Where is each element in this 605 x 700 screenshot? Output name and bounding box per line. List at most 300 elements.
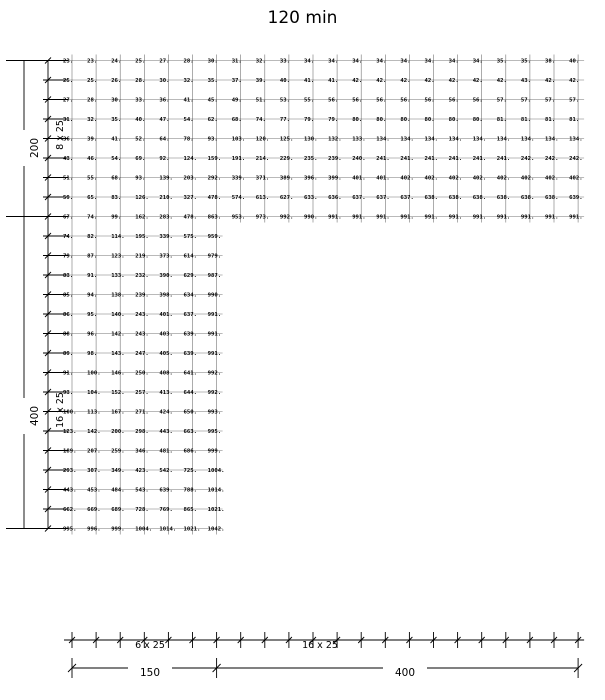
grid-value: 25. [63,78,74,85]
grid-value: 42. [448,78,459,85]
grid-value: 403. [159,331,173,338]
grid-value: 134. [424,136,438,143]
grid-value: 293. [63,468,77,475]
grid-value: 134. [472,136,487,143]
grid-value: 36. [159,97,170,104]
grid-value: 53. [279,97,291,104]
grid-value: 638. [472,195,487,202]
grid-value: 87. [87,253,98,260]
grid-value: 124. [183,156,197,163]
grid-value: 30. [207,58,218,65]
grid-value: 389. [279,175,294,182]
grid-value: 991. [424,214,438,221]
grid-value: 80. [472,117,483,124]
grid-value: 143. [111,351,125,358]
grid-value: 78. [183,136,194,143]
grid-value: 69. [135,156,146,163]
grid-value: 408. [159,370,173,377]
grid-value: 239. [135,292,149,299]
grid-value: 574. [231,195,246,202]
grid-value: 27. [159,58,170,65]
grid-value: 637. [400,195,414,202]
grid-value: 57. [496,97,507,104]
grid-value: 57. [520,97,532,104]
grid-value: 86. [63,312,74,319]
grid-value: 401. [376,175,390,182]
grid-value: 134. [400,136,414,143]
grid-value: 152. [111,390,125,397]
grid-value: 339. [231,175,246,182]
grid-value: 638. [545,195,559,202]
grid-value: 478. [207,195,222,202]
dim-bottom-right-total: 400 [394,667,416,679]
grid-value: 40. [135,117,146,124]
grid-value: 991. [207,312,222,319]
grid-value: 28. [87,97,98,104]
grid-value: 614. [183,253,197,260]
grid-value: 398. [159,292,173,299]
grid-value: 42. [424,78,435,85]
grid-value: 56. [352,97,363,104]
grid-value: 146. [111,370,125,377]
grid-value: 96. [87,331,98,338]
grid-value: 637. [352,195,366,202]
grid-value: 138. [111,292,125,299]
grid-value: 65. [87,195,98,202]
grid-value: 638. [496,195,511,202]
grid-value: 728. [135,507,149,514]
grid-value: 307. [87,468,101,475]
grid-value: 243. [135,331,149,338]
grid-value: 242. [569,156,583,163]
grid-value: 1021. [183,526,201,533]
grid-value: 80. [400,117,411,124]
grid-value: 991. [328,214,342,221]
temperature-values [63,59,583,533]
grid-value: 641. [183,370,197,377]
grid-value: 81. [545,117,556,124]
grid-value: 142. [87,429,101,436]
grid-value: 41. [304,78,315,85]
grid-value: 637. [376,195,390,202]
grid-value: 241. [400,156,414,163]
grid-value: 991. [545,214,559,221]
grid-value: 200. [111,429,125,436]
grid-value: 56. [376,97,387,104]
grid-value: 638. [448,195,463,202]
grid-value: 979. [207,253,222,260]
grid-value: 43. [520,78,532,85]
grid-value: 41. [111,136,122,143]
grid-value: 478. [183,214,197,221]
grid-value: 77. [279,117,291,124]
grid-value: 639. [183,331,197,338]
grid-value: 662. [63,507,77,514]
grid-value: 575. [183,234,197,241]
grid-value: 30. [159,78,170,85]
grid-value: 203. [183,175,197,182]
grid-value: 240. [352,156,366,163]
grid-value: 51. [63,175,74,182]
grid-value: 42. [569,78,580,85]
grid-value: 443. [159,429,173,436]
grid-value: 134. [520,136,535,143]
grid-value: 1014. [207,487,225,494]
grid-value: 686. [183,448,197,455]
grid-value: 94. [87,292,98,299]
grid-value: 999. [111,526,125,533]
grid-value: 402. [448,175,463,182]
grid-value: 283. [159,214,173,221]
grid-value: 81. [569,117,580,124]
grid-value: 232. [135,273,149,280]
grid-value: 167. [111,409,125,416]
grid-value: 402. [520,175,535,182]
grid-value: 650. [183,409,197,416]
grid-value: 64. [159,136,170,143]
grid-value: 35. [496,58,507,65]
grid-value: 56. [472,97,483,104]
grid-value: 396. [304,175,318,182]
grid-value: 991. [520,214,535,221]
grid-value: 42. [472,78,483,85]
grid-value: 82. [87,234,98,241]
grid-value: 210. [159,195,173,202]
grid-value: 68. [111,175,122,182]
grid-value: 32. [255,58,266,65]
grid-value: 24. [111,58,122,65]
grid-value: 257. [135,390,149,397]
grid-value: 113. [87,409,101,416]
grid-value: 56. [424,97,435,104]
grid-value: 25. [135,58,146,65]
grid-value: 93. [63,390,74,397]
grid-value: 689. [111,507,125,514]
grid-value: 30. [111,97,122,104]
grid-value: 120. [255,136,270,143]
grid-value: 992. [207,370,222,377]
grid-value: 34. [328,58,339,65]
grid-value: 992. [207,390,222,397]
grid-value: 93. [207,136,218,143]
dim-bottom-left-div: 6 x 25 [135,640,165,651]
grid-value: 32. [87,117,98,124]
dim-left-top-div: 8 x 25 [55,120,66,150]
dim-left-top-total: 200 [29,137,41,159]
grid-value: 79. [304,117,315,124]
grid-value: 125. [279,136,294,143]
grid-value: 239. [328,156,342,163]
grid-value: 81. [520,117,532,124]
grid-value: 42. [545,78,556,85]
grid-value: 37. [231,78,242,85]
grid-value: 123. [111,253,125,260]
grid-value: 339. [159,234,173,241]
grid-value: 993. [207,409,222,416]
grid-value: 271. [135,409,149,416]
grid-value: 36. [63,136,74,143]
grid-value: 953. [231,214,246,221]
grid-value: 995. [207,429,222,436]
grid-value: 81. [496,117,507,124]
grid-value: 39. [255,78,266,85]
grid-value: 134. [545,136,559,143]
grid-value: 235. [304,156,318,163]
grid-value: 637. [183,312,197,319]
grid-value: 423. [135,468,149,475]
grid-value: 399. [328,175,342,182]
grid-value: 139. [159,175,173,182]
grid-value: 996. [87,526,101,533]
grid-value: 62. [207,117,218,124]
grid-value: 83. [111,195,122,202]
grid-value: 999. [207,448,222,455]
grid-value: 401. [159,312,173,319]
grid-value: 34. [400,58,411,65]
grid-value: 25. [87,78,98,85]
grid-value: 644. [183,390,197,397]
grid-value: 242. [545,156,559,163]
grid-value: 92. [159,156,170,163]
grid-value: 219. [135,253,149,260]
grid-value: 638. [520,195,535,202]
grid-value: 191. [231,156,246,163]
grid-value: 250. [135,370,149,377]
dim-left-bottom-div: 16 x 25 [55,392,66,428]
grid-value: 613. [255,195,270,202]
grid-value: 142. [111,331,125,338]
grid-value: 35. [207,78,218,85]
grid-value: 991. [400,214,414,221]
grid-value: 34. [352,58,363,65]
grid-value: 23. [87,58,98,65]
grid-value: 54. [111,156,122,163]
grid-value: 55. [304,97,315,104]
grid-value: 74. [63,234,74,241]
grid-value: 35. [520,58,532,65]
grid-value: 99. [111,214,122,221]
grid-value: 57. [569,97,580,104]
grid-value: 991. [376,214,390,221]
grid-value: 189. [63,448,77,455]
grid-value: 371. [255,175,270,182]
grid-value: 88. [63,331,74,338]
grid-value: 424. [159,409,173,416]
grid-value: 67. [63,214,74,221]
grid-value: 241. [424,156,438,163]
grid-value: 56. [400,97,411,104]
grid-value: 241. [496,156,511,163]
grid-value: 74. [87,214,98,221]
grid-value: 259. [111,448,125,455]
grid-value: 247. [135,351,149,358]
grid-value: 134. [376,136,390,143]
grid-value: 402. [496,175,511,182]
grid-value: 133. [352,136,366,143]
grid-value: 42. [496,78,507,85]
grid-value: 443. [63,487,77,494]
grid-value: 973. [255,214,270,221]
dim-bottom-right-div: 16 x 25 [302,640,338,651]
grid-value: 39. [87,136,98,143]
grid-value: 34. [376,58,387,65]
grid-value: 1004. [207,468,225,475]
grid-value: 52. [135,136,146,143]
grid-value: 28. [183,58,194,65]
grid-value: 402. [569,175,583,182]
grid-value: 633. [304,195,318,202]
grid-value: 402. [472,175,487,182]
grid-value: 34. [448,58,459,65]
grid-value: 229. [279,156,294,163]
grid-value: 636. [328,195,342,202]
grid-value: 241. [472,156,487,163]
grid-value: 123. [63,429,77,436]
grid-value: 68. [231,117,242,124]
grid-value: 543. [135,487,149,494]
grid-value: 55. [87,175,98,182]
grid-value: 453. [87,487,101,494]
grid-value: 126. [135,195,149,202]
grid-value: 79. [63,253,74,260]
grid-value: 241. [448,156,463,163]
grid-value: 59. [63,195,74,202]
grid-value: 134. [569,136,583,143]
grid-value: 639. [183,351,197,358]
grid-value: 242. [520,156,535,163]
grid-value: 484. [111,487,125,494]
grid-value: 991. [472,214,487,221]
grid-value: 100. [87,370,101,377]
grid-value: 298. [135,429,149,436]
grid-value: 91. [63,370,74,377]
grid-value: 990. [207,292,222,299]
grid-value: 390. [159,273,173,280]
grid-value: 669. [87,507,101,514]
grid-value: 346. [135,448,149,455]
grid-value: 863. [207,214,222,221]
grid-value: 991. [448,214,463,221]
grid-value: 34. [424,58,435,65]
grid-value: 401. [352,175,366,182]
grid-value: 56. [328,97,339,104]
grid-value: 292. [207,175,222,182]
grid-value: 639. [159,487,173,494]
grid-value: 33. [135,97,146,104]
grid-value: 43. [63,156,74,163]
grid-value: 89. [63,351,74,358]
grid-value: 542. [159,468,173,475]
grid-value: 627. [279,195,294,202]
grid-value: 481. [159,448,173,455]
grid-value: 41. [183,97,194,104]
grid-value: 28. [135,78,146,85]
grid-value: 133. [111,273,125,280]
grid-value: 80. [448,117,459,124]
grid-value: 33. [279,58,291,65]
grid-value: 991. [207,331,222,338]
grid-value: 83. [63,273,74,280]
grid-value: 104. [87,390,101,397]
grid-value: 214. [255,156,270,163]
grid-value: 987. [207,273,222,280]
grid-value: 32. [183,78,194,85]
grid-value: 40. [569,58,580,65]
grid-value: 91. [87,273,98,280]
grid-value: 45. [207,97,218,104]
grid-value: 991. [352,214,366,221]
grid-value: 132. [328,136,342,143]
grid-value: 49. [231,97,242,104]
grid-value: 402. [424,175,438,182]
grid-value: 38. [545,58,556,65]
dim-bottom-left-total: 150 [139,667,161,679]
grid-value: 991. [569,214,583,221]
grid-value: 788. [183,487,197,494]
grid-value: 80. [352,117,363,124]
grid-value: 991. [207,351,222,358]
grid-value: 865. [183,507,197,514]
grid-value: 413. [159,390,173,397]
grid-value: 1014. [159,526,177,533]
grid-value: 405. [159,351,173,358]
grid-value: 51. [255,97,266,104]
grid-value: 990. [304,214,318,221]
grid-value: 57. [545,97,556,104]
grid-value: 54. [183,117,194,124]
grid-value: 1042. [207,526,225,533]
grid-value: 243. [135,312,149,319]
page-title: 120 min [267,8,338,28]
grid-value: 35. [111,117,122,124]
grid-value: 31. [231,58,242,65]
grid-value: 100. [63,409,77,416]
grid-value: 207. [87,448,101,455]
grid-value: 114. [111,234,125,241]
grid-value: 134. [448,136,463,143]
grid-value: 79. [328,117,339,124]
grid-value: 130. [304,136,318,143]
grid-value: 349. [111,468,125,475]
grid-value: 42. [352,78,363,85]
grid-value: 31. [63,117,74,124]
grid-value: 162. [135,214,149,221]
grid-value: 26. [111,78,122,85]
grid-value: 159. [207,156,222,163]
grid-value: 34. [304,58,315,65]
grid-value: 41. [328,78,339,85]
grid-value: 85. [63,292,74,299]
grid-value: 56. [448,97,459,104]
grid-value: 93. [135,175,146,182]
grid-value: 725. [183,468,197,475]
grid-value: 42. [400,78,411,85]
grid-value: 80. [376,117,387,124]
grid-value: 40. [279,78,291,85]
grid-value: 80. [424,117,435,124]
grid-value: 27. [63,97,74,104]
grid-value: 134. [496,136,511,143]
grid-value: 629. [183,273,197,280]
grid-value: 23. [63,58,74,65]
grid-value: 47. [159,117,170,124]
grid-value: 1004. [135,526,153,533]
grid-value: 402. [400,175,414,182]
grid-value: 103. [231,136,246,143]
grid-value: 74. [255,117,266,124]
dimension-lines [6,58,584,679]
grid-value: 663. [183,429,197,436]
